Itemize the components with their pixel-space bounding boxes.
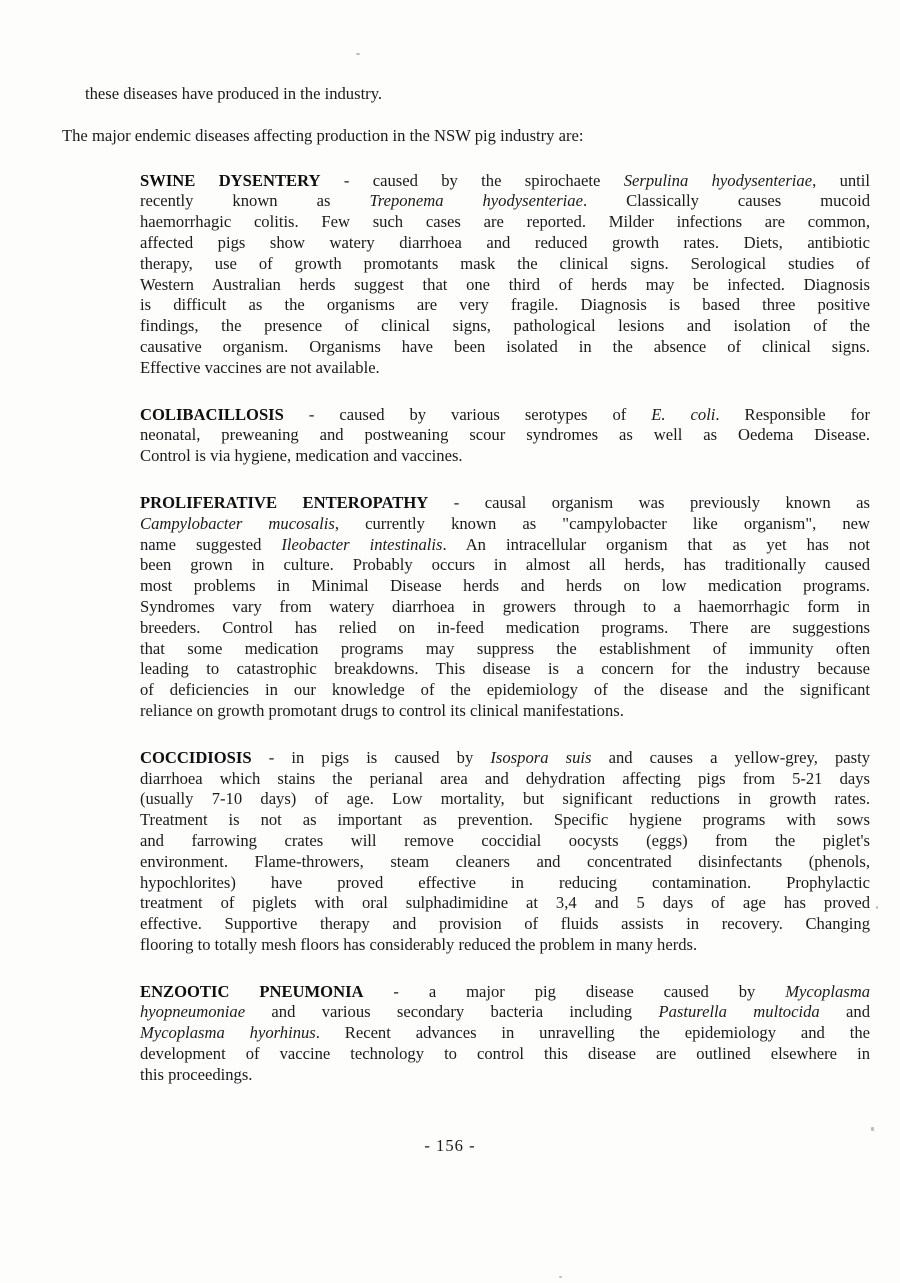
scan-speck — [559, 1276, 562, 1278]
text-segment: causative organism. Organisms have been isolated in the absence of clinical signs. — [140, 336, 870, 356]
text-line — [140, 914, 870, 935]
species-name: Ileobacter intestinalis — [281, 534, 443, 554]
scan-speck — [871, 1127, 874, 1131]
text-segment: name suggested — [140, 534, 282, 554]
disease-heading: SWINE DYSENTERY — [140, 170, 321, 190]
text-line — [140, 576, 870, 597]
text-segment: of deficiencies in our knowledge of the epidemiology of the disease and the significant — [140, 680, 870, 700]
text-segment: treatment of piglets with oral sulphadimidine at 3,4 and 5 days of age has proved — [140, 893, 870, 913]
text-line — [140, 701, 870, 722]
text-line — [140, 810, 870, 831]
text-segment: . Classically causes mucoid — [582, 191, 871, 211]
text-segment: reliance on growth promotant drugs to control its clinical manifestations. — [140, 700, 624, 720]
text-line — [140, 493, 870, 514]
text-line — [140, 769, 870, 790]
disease-heading: COCCIDIOSIS — [140, 747, 252, 767]
text-line — [140, 446, 870, 467]
text-segment: . An intracellular organism that as yet has not — [442, 534, 870, 554]
text-segment: and causes a yellow-grey, pasty — [591, 747, 870, 767]
text-segment: - caused by the spirochaete — [320, 170, 624, 190]
text-segment: affected pigs show watery diarrhoea and reduced growth rates. Diets, antibiotic — [140, 232, 870, 252]
scan-speck — [876, 906, 878, 909]
text-segment: leading to catastrophic breakdowns. This disease is a concern for the industry because — [140, 659, 870, 679]
text-segment: breeders. Control has relied on in-feed medication programs. There are suggestions — [140, 617, 870, 637]
disease-section — [140, 748, 870, 956]
text-segment: findings, the presence of clinical signs, pathological lesions and isolation of the — [140, 316, 870, 336]
page-number: - 156 - — [424, 1136, 476, 1155]
disease-section — [140, 171, 870, 379]
text-segment: hypochlorites) have proved effective in reducing contamination. Prophylactic — [140, 872, 870, 892]
text-line — [140, 789, 870, 810]
text-segment: . Responsible for — [715, 404, 870, 424]
text-segment: most problems in Minimal Disease herds and herds on low medication programs. — [140, 576, 870, 596]
text-line — [140, 535, 870, 556]
text-segment: diarrhoea which stains the perianal area and dehydration affecting pigs from 5-21 days — [140, 768, 870, 788]
text-line — [140, 639, 870, 660]
text-line — [140, 852, 870, 873]
text-segment: this proceedings. — [140, 1064, 253, 1084]
text-line — [140, 233, 870, 254]
text-line — [140, 1044, 870, 1065]
text-segment: Effective vaccines are not available. — [140, 357, 380, 377]
text-segment: . Recent advances in unravelling the epidemiology and the — [315, 1023, 871, 1043]
text-segment: haemorrhagic colitis. Few such cases are reported. Milder infections are common, — [140, 212, 870, 232]
text-segment: neonatal, preweaning and postweaning scour syndromes as well as Oedema Disease. — [140, 425, 870, 445]
text-line — [140, 982, 870, 1003]
text-segment: and various secondary bacteria including — [245, 1002, 659, 1022]
text-line — [140, 748, 870, 769]
disease-heading: ENZOOTIC PNEUMONIA — [140, 981, 364, 1001]
text-segment: effective. Supportive therapy and provision of fluids assists in recovery. Changing — [140, 914, 870, 934]
text-segment: environment. Flame-throwers, steam cleaners and concentrated disinfectants (phenols, — [140, 851, 870, 871]
text-segment: , until — [812, 170, 871, 190]
text-line — [140, 831, 870, 852]
text-line — [140, 514, 870, 535]
text-segment: Syndromes vary from watery diarrhoea in growers through to a haemorrhagic form in — [140, 596, 870, 616]
text-line — [140, 597, 870, 618]
text-segment: and farrowing crates will remove coccidial oocysts (eggs) from the piglet's — [140, 830, 870, 850]
text-segment: been grown in culture. Probably occurs in almost all herds, has traditionally caused — [140, 555, 870, 575]
species-name: Mycoplasma hyorhinus — [140, 1023, 316, 1043]
text-line — [140, 935, 870, 956]
species-name: Pasturella multocida — [658, 1002, 820, 1022]
text-segment: development of vaccine technology to control this disease are outlined elsewhere in — [140, 1044, 870, 1064]
text-line — [140, 405, 870, 426]
species-name: Serpulina hyodysenteriae — [623, 170, 813, 190]
text-line — [140, 295, 870, 316]
text-segment: is difficult as the organisms are very fragile. Diagnosis is based three positive — [140, 295, 870, 315]
text-segment: and — [819, 1002, 870, 1022]
intro-line-2: The major endemic diseases affecting production in the NSW pig industry are: — [62, 125, 584, 145]
text-segment: - causal organism was previously known as — [428, 492, 870, 512]
text-segment: recently known as — [140, 191, 370, 211]
text-line — [140, 212, 870, 233]
text-line — [140, 680, 870, 701]
text-line — [140, 337, 870, 358]
species-name: Isospora suis — [490, 747, 592, 767]
text-segment: therapy, use of growth promotants mask the clinical signs. Serological studies of — [140, 253, 870, 273]
text-segment: Treatment is not as important as prevention. Specific hygiene programs with sows — [140, 810, 870, 830]
text-line — [140, 316, 870, 337]
disease-sections — [140, 171, 870, 1086]
document-content — [62, 84, 870, 1112]
text-segment: (usually 7-10 days) of age. Low mortality, but significant reductions in growth rates. — [140, 789, 870, 809]
disease-heading: PROLIFERATIVE ENTEROPATHY — [140, 492, 429, 512]
text-segment: - in pigs is caused by — [251, 747, 491, 767]
species-name: Treponema hyodysenteriae — [369, 191, 583, 211]
text-line — [140, 893, 870, 914]
text-segment: Western Australian herds suggest that one third of herds may be infected. Diagnosis — [140, 274, 870, 294]
species-name: Mycoplasma — [785, 981, 870, 1001]
text-line — [140, 618, 870, 639]
text-line — [140, 1002, 870, 1023]
text-line — [140, 1023, 870, 1044]
text-line — [140, 873, 870, 894]
disease-section — [140, 982, 870, 1086]
text-segment: - caused by various serotypes of — [283, 404, 652, 424]
text-line — [140, 425, 870, 446]
text-segment: Control is via hygiene, medication and vaccines. — [140, 446, 463, 466]
text-line — [140, 191, 870, 212]
text-segment: , currently known as "campylobacter like organism", new — [334, 513, 871, 533]
text-line — [140, 1065, 870, 1086]
disease-heading: COLIBACILLOSIS — [140, 404, 284, 424]
scan-speck — [356, 53, 360, 55]
text-line — [140, 358, 870, 379]
text-line — [140, 659, 870, 680]
disease-section — [140, 405, 870, 467]
text-line — [140, 555, 870, 576]
text-line — [140, 254, 870, 275]
species-name: E. coli — [651, 404, 716, 424]
text-segment: that some medication programs may suppress the establishment of immunity often — [140, 638, 870, 658]
text-line — [140, 171, 870, 192]
disease-section — [140, 493, 870, 722]
text-line — [140, 275, 870, 296]
text-segment: flooring to totally mesh floors has considerably reduced the problem in many herds. — [140, 934, 698, 954]
text-segment: - a major pig disease caused by — [363, 981, 786, 1001]
species-name: Campylobacter mucosalis — [140, 513, 335, 533]
species-name: hyopneumoniae — [140, 1002, 246, 1022]
intro-line-1: these diseases have produced in the industry. — [85, 84, 383, 103]
